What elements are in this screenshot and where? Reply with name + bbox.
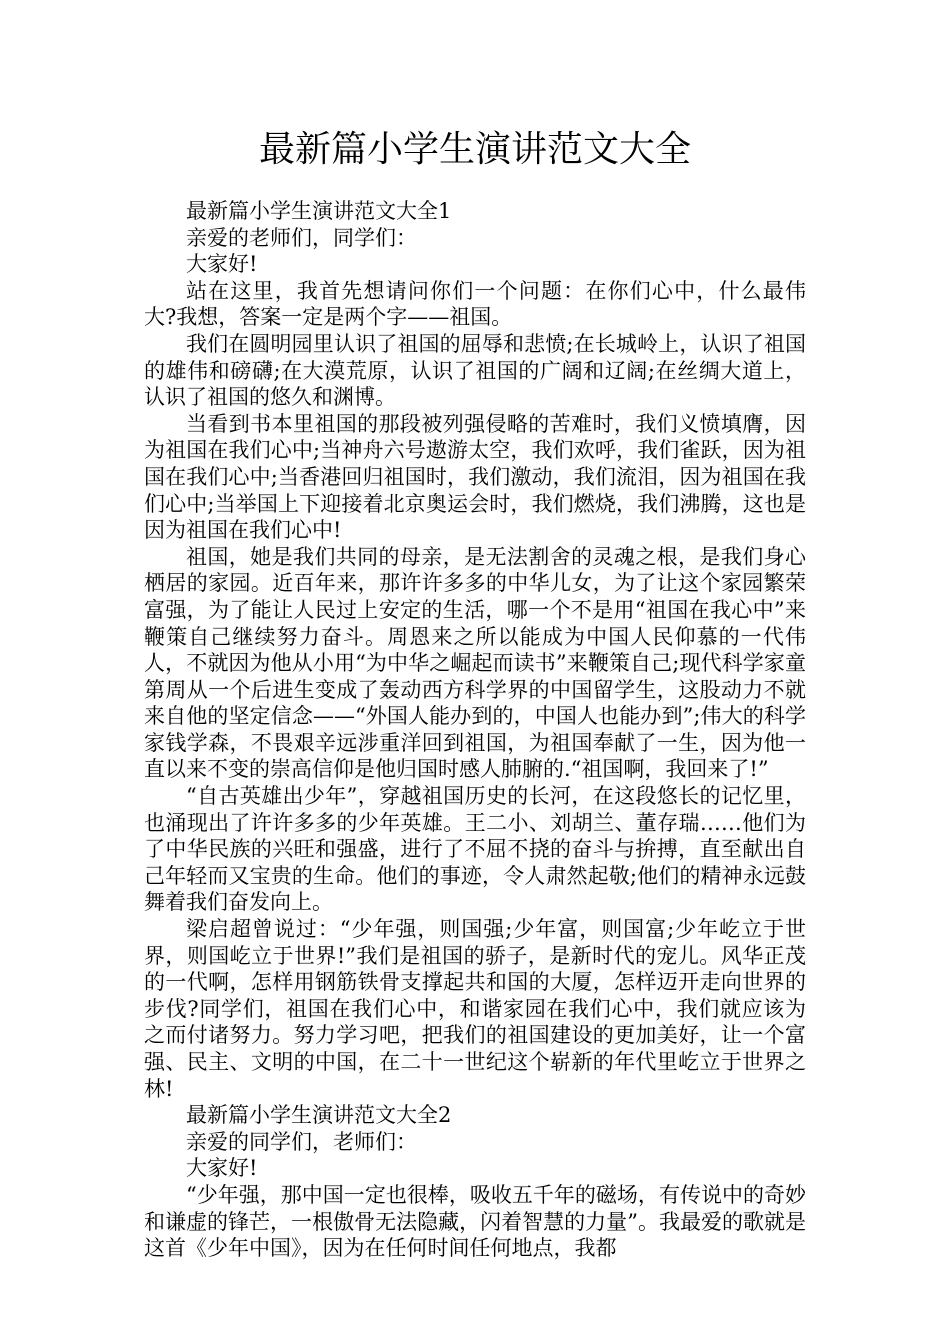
paragraph: 站在这里，我首先想请问你们一个问题：在你们心中，什么最伟大?我想，答案一定是两个字——祖国。	[144, 278, 806, 330]
section-heading-2: 最新篇小学生演讲范文大全2	[186, 1103, 452, 1128]
salutation: 亲爱的老师们，同学们：	[186, 225, 417, 250]
paragraph: “少年强，那中国一定也很棒，吸收五千年的磁场，有传说中的奇妙和谦虚的锋芒，一根傲骨无法隐藏，闪着智慧的力量”。我最爱的歌就是这首《少年中国》，因为在任何时间任何地点，我都	[144, 1182, 806, 1261]
paragraph: 梁启超曾说过：“少年强，则国强;少年富，则国富;少年屹立于世界，则国屹立于世界!”我们是祖国的骄子，是新时代的宠儿。风华正茂的一代啊，怎样用钢筋铁骨支撑起共和国的大厦，怎样迈开走向世界的步伐?同学们，祖国在我们心中，和谐家园在我们心中，我们就应该为之而付诸努力。努力学习吧，把我们的祖国建设的更加美好，让一个富强、民主、文明的中国，在二十一世纪这个崭新的年代里屹立于世界之林!	[144, 917, 806, 1101]
paragraph: 当看到书本里祖国的那段被列强侵略的苦难时，我们义愤填膺，因为祖国在我们心中;当神舟六号遨游太空，我们欢呼，我们雀跃，因为祖国在我们心中;当香港回归祖国时，我们激动，我们流泪，因为祖国在我们心中;当举国上下迎接着北京奥运会时，我们燃烧，我们沸腾，这也是因为祖国在我们心中!	[144, 411, 806, 543]
paragraph: “自古英雄出少年”，穿越祖国历史的长河，在这段悠长的记忆里，也涌现出了许许多多的少年英雄。王二小、刘胡兰、董存瑞……他们为了中华民族的兴旺和强盛，进行了不屈不挠的奋斗与拚搏，直至献出自己年轻而又宝贵的生命。他们的事迹，令人肃然起敬;他们的精神永远鼓舞着我们奋发向上。	[144, 784, 806, 915]
paragraph: 我们在圆明园里认识了祖国的屈辱和悲愤;在长城岭上，认识了祖国的雄伟和磅礴;在大漠荒原，认识了祖国的广阔和辽阔;在丝绸大道上，认识了祖国的悠久和渊博。	[144, 331, 806, 410]
greeting: 大家好!	[186, 252, 258, 277]
greeting: 大家好!	[186, 1156, 258, 1181]
salutation: 亲爱的同学们，老师们：	[186, 1129, 417, 1154]
paragraph: 祖国，她是我们共同的母亲，是无法割舍的灵魂之根，是我们身心栖居的家园。近百年来，那许许多多的中华儿女，为了让这个家园繁荣富强，为了能让人民过上安定的生活，哪一个不是用“祖国在我心中”来鞭策自己继续努力奋斗。周恩来之所以能成为中国人民仰慕的一代伟人，不就因为他从小用“为中华之崛起而读书”来鞭策自己;现代科学家童第周从一个后进生变成了轰动西方科学界的中国留学生，这股动力不就来自他的坚定信念——“外国人能办到的，中国人也能办到”;伟大的科学家钱学森，不畏艰辛远涉重洋回到祖国，为祖国奉献了一生，因为他一直以来不变的崇高信仰是他归国时感人肺腑的.“祖国啊，我回来了!”	[144, 544, 806, 782]
section-heading-1: 最新篇小学生演讲范文大全1	[186, 199, 452, 223]
document-body	[144, 198, 806, 1262]
document-title: 最新篇小学生演讲范文大全	[258, 129, 691, 170]
